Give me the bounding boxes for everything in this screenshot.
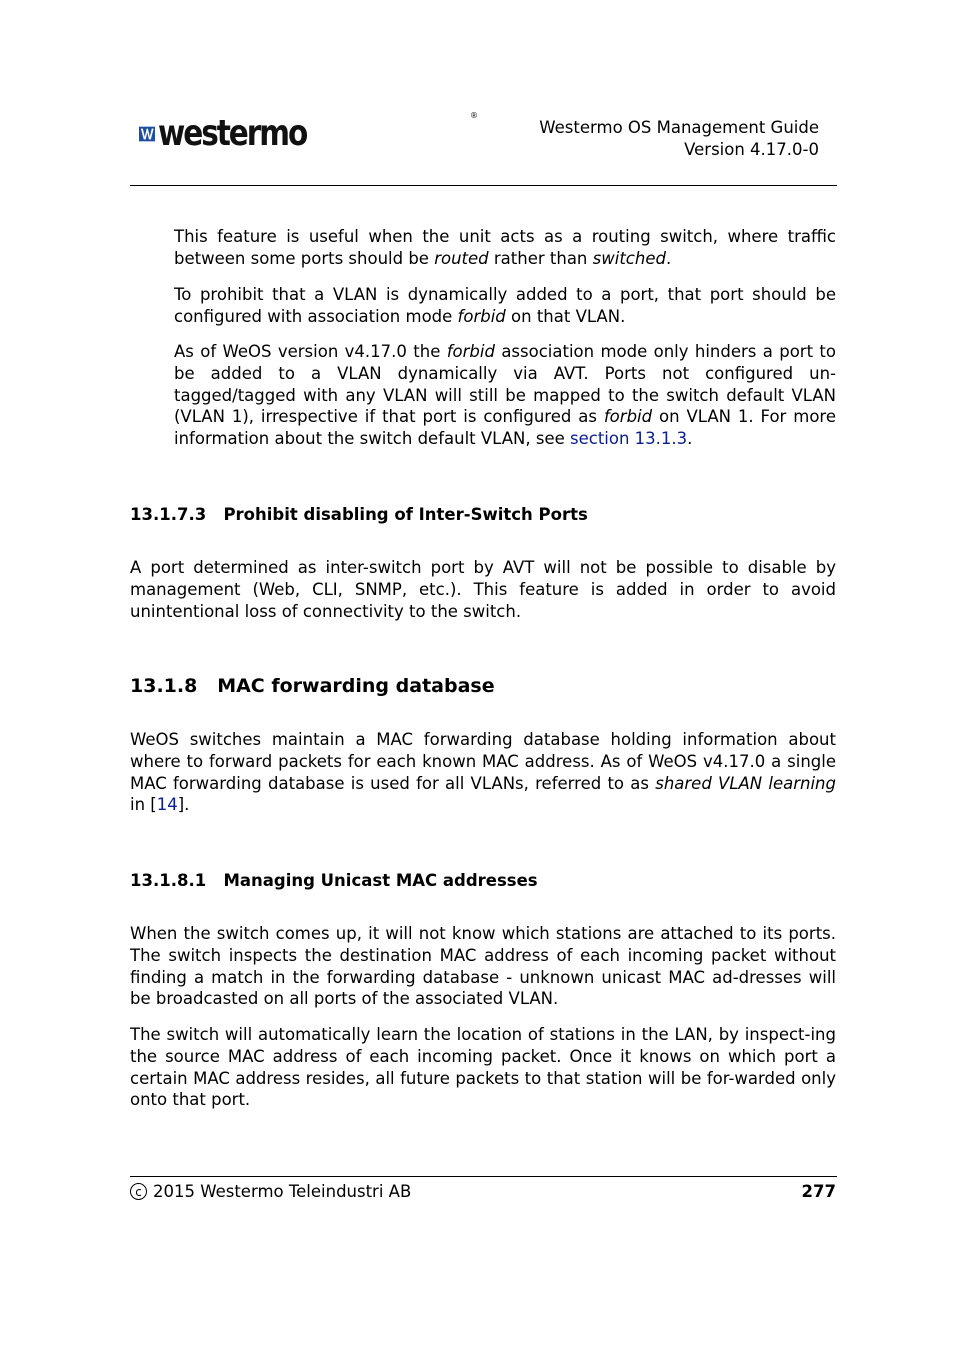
paragraph-inter-switch: A port determined as inter-switch port by AVT will not be possible to disable by management (Web, CLI, SNMP, etc.). This feature is added in order to avoid unintentional loss of connectivity to the switch. xyxy=(130,558,836,621)
citation-link[interactable]: 14 xyxy=(156,795,178,815)
page-number: 277 xyxy=(801,1182,836,1201)
paragraph-routing-switch: This feature is useful when the unit acts as a routing switch, where traffic between some ports should be routed rather than switched. xyxy=(174,227,836,268)
section-link[interactable]: section 13.1.3 xyxy=(570,429,688,449)
heading-13-1-8: 13.1.8 MAC forwarding database xyxy=(130,675,495,697)
paragraph-prohibit-vlan: To prohibit that a VLAN is dynamically added to a port, that port should be configured with association mode forbid on that VLAN. xyxy=(174,285,836,326)
paragraph-mac-learning: The switch will automatically learn the location of stations in the LAN, by inspect-ing the source MAC address of each incoming packet. Once it knows on which port a certain MAC address resides, all future packets to that station will be for-warded only onto that port. xyxy=(130,1025,836,1110)
copyright-text: 2015 Westermo Teleindustri AB xyxy=(153,1182,412,1201)
guide-version: Version 4.17.0-0 xyxy=(684,140,819,159)
logo-wordmark: westermo xyxy=(158,113,307,154)
header-divider xyxy=(130,185,837,186)
heading-13-1-8-1: 13.1.8.1 Managing Unicast MAC addresses xyxy=(130,871,538,890)
westermo-logo xyxy=(139,110,478,158)
heading-13-1-7-3: 13.1.7.3 Prohibit disabling of Inter-Switch Ports xyxy=(130,505,588,524)
guide-title: Westermo OS Management Guide xyxy=(539,118,819,137)
copyright-icon: c xyxy=(130,1183,147,1200)
page-header xyxy=(539,117,819,161)
westermo-logo-icon xyxy=(139,111,155,157)
footer-divider xyxy=(130,1176,837,1177)
paragraph-mac-database: WeOS switches maintain a MAC forwarding database holding information about where to forward packets for each known MAC address. As of WeOS v4.17.0 a single MAC forwarding database is used for all VLANs, referred to as shared VLAN learning in [14]. xyxy=(130,730,836,815)
footer-copyright xyxy=(130,1182,411,1201)
paragraph-forbid-mode: As of WeOS version v4.17.0 the forbid association mode only hinders a port to be added to a VLAN dynamically via AVT. Ports not configured un-tagged/tagged with any VLAN will still be mapped to the switch default VLAN (VLAN 1), irrespective if that port is configured as forbid on VLAN 1. For more information about the switch default VLAN, see section 13.1.3. xyxy=(174,342,836,449)
paragraph-unknown-unicast: When the switch comes up, it will not know which stations are attached to its ports. The switch inspects the destination MAC address of each incoming packet without finding a match in the forwarding database - unknown unicast MAC ad-dresses will be broadcasted on all ports of the associated VLAN. xyxy=(130,924,836,1009)
registered-mark-icon: ® xyxy=(470,111,478,120)
